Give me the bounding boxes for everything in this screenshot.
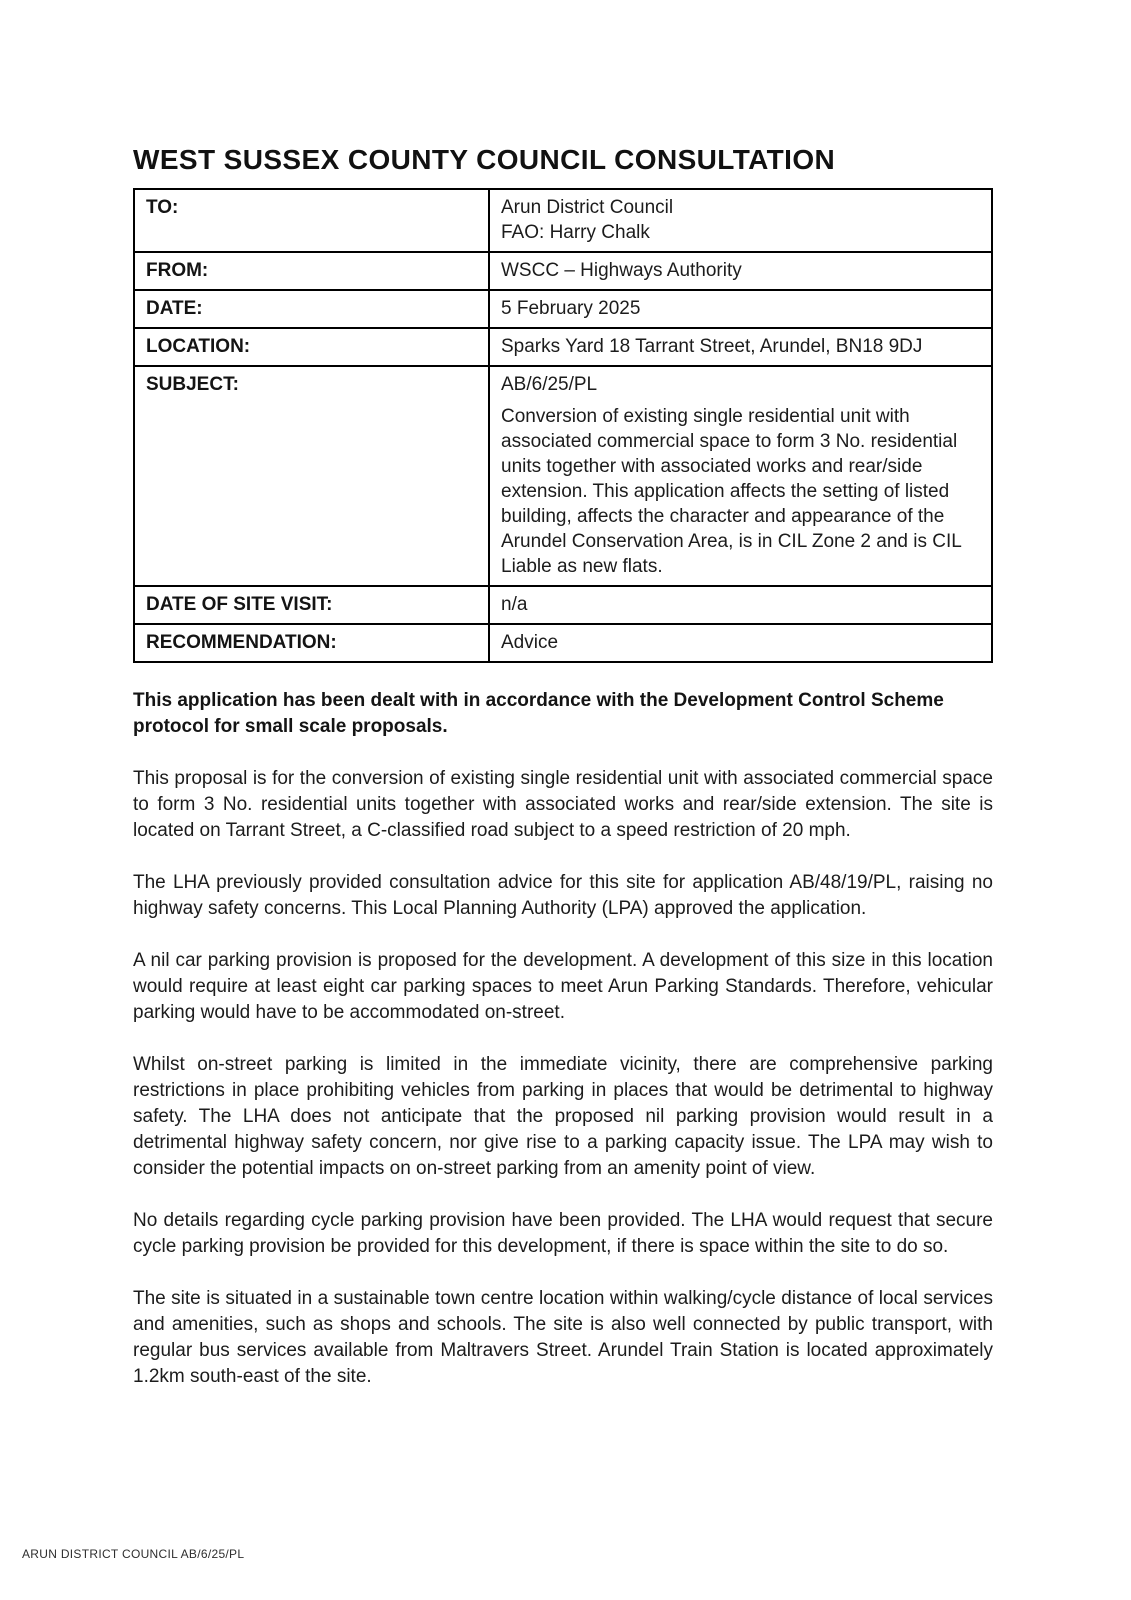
row-label-location: LOCATION: [134, 328, 489, 366]
table-row [134, 624, 992, 662]
row-label-subject: SUBJECT: [134, 366, 489, 586]
row-label-from: FROM: [134, 252, 489, 290]
table-row [134, 328, 992, 366]
page-footer: ARUN DISTRICT COUNCIL AB/6/25/PL [22, 1547, 245, 1561]
application-description: Conversion of existing single residential unit with associated commercial space to form 3 No. residential units together with associated works and rear/side extension. This application affects the setting of listed building, affects the character and appearance of the Arundel Conservation Area, is in CIL Zone 2 and is CIL Liable as new flats. [501, 406, 962, 577]
row-label-recommendation: RECOMMENDATION: [134, 624, 489, 662]
value-line: FAO: Harry Chalk [501, 222, 650, 243]
protocol-note: This application has been dealt with in accordance with the Development Control Scheme protocol for small scale proposals. [133, 690, 944, 737]
row-value-to [489, 189, 992, 252]
table-row [134, 290, 992, 328]
row-value-location [489, 328, 992, 366]
value-line: Advice [501, 632, 559, 653]
paragraph-sustainable-location: The site is situated in a sustainable town centre location within walking/cycle distance of local services and amenities, such as shops and schools. The site is also well connected by public transport, with regular bus services available from Maltravers Street. Arundel Train Station is located approximately 1.2km south-east of the site. [133, 1288, 993, 1387]
table-row [134, 189, 992, 252]
value-line: Arun District Council [501, 197, 674, 218]
row-label-date: DATE: [134, 290, 489, 328]
paragraph-cycle-parking: No details regarding cycle parking provision have been provided. The LHA would request that secure cycle parking provision be provided for this development, if there is space within the site to do so. [133, 1210, 993, 1257]
table-row [134, 252, 992, 290]
table-row [134, 586, 992, 624]
value-line: WSCC – Highways Authority [501, 260, 742, 281]
row-value-site-visit [489, 586, 992, 624]
row-value-subject [489, 366, 992, 586]
value-line: Sparks Yard 18 Tarrant Street, Arundel, BN18 9DJ [501, 336, 923, 357]
consultation-info-table [133, 188, 993, 663]
paragraph-car-parking: A nil car parking provision is proposed for the development. A development of this size in this location would require at least eight car parking spaces to meet Arun Parking Standards. Therefore, vehicular parking would have to be accommodated on-street. [133, 950, 993, 1023]
table-row [134, 366, 992, 586]
page-title: WEST SUSSEX COUNTY COUNCIL CONSULTATION [133, 144, 836, 175]
row-label-site-visit: DATE OF SITE VISIT: [134, 586, 489, 624]
row-value-date [489, 290, 992, 328]
application-reference: AB/6/25/PL [501, 374, 598, 395]
row-label-to: TO: [134, 189, 489, 252]
paragraph-proposal: This proposal is for the conversion of existing single residential unit with associated commercial space to form 3 No. residential units together with associated works and rear/side extension. The site is located on Tarrant Street, a C-classified road subject to a speed restriction of 20 mph. [133, 768, 993, 841]
paragraph-previous-advice: The LHA previously provided consultation advice for this site for application AB/48/19/PL, raising no highway safety concerns. This Local Planning Authority (LPA) approved the application. [133, 872, 993, 919]
value-line: n/a [501, 594, 528, 615]
row-value-recommendation [489, 624, 992, 662]
value-line: 5 February 2025 [501, 298, 641, 319]
row-value-from [489, 252, 992, 290]
paragraph-onstreet-parking: Whilst on-street parking is limited in the immediate vicinity, there are comprehensive parking restrictions in place prohibiting vehicles from parking in places that would be detrimental to highway safety. The LHA does not anticipate that the proposed nil parking provision would result in a detrimental highway safety concern, nor give rise to a parking capacity issue. The LPA may wish to consider the potential impacts on on-street parking from an amenity point of view. [133, 1054, 993, 1179]
document-content [133, 0, 993, 1390]
